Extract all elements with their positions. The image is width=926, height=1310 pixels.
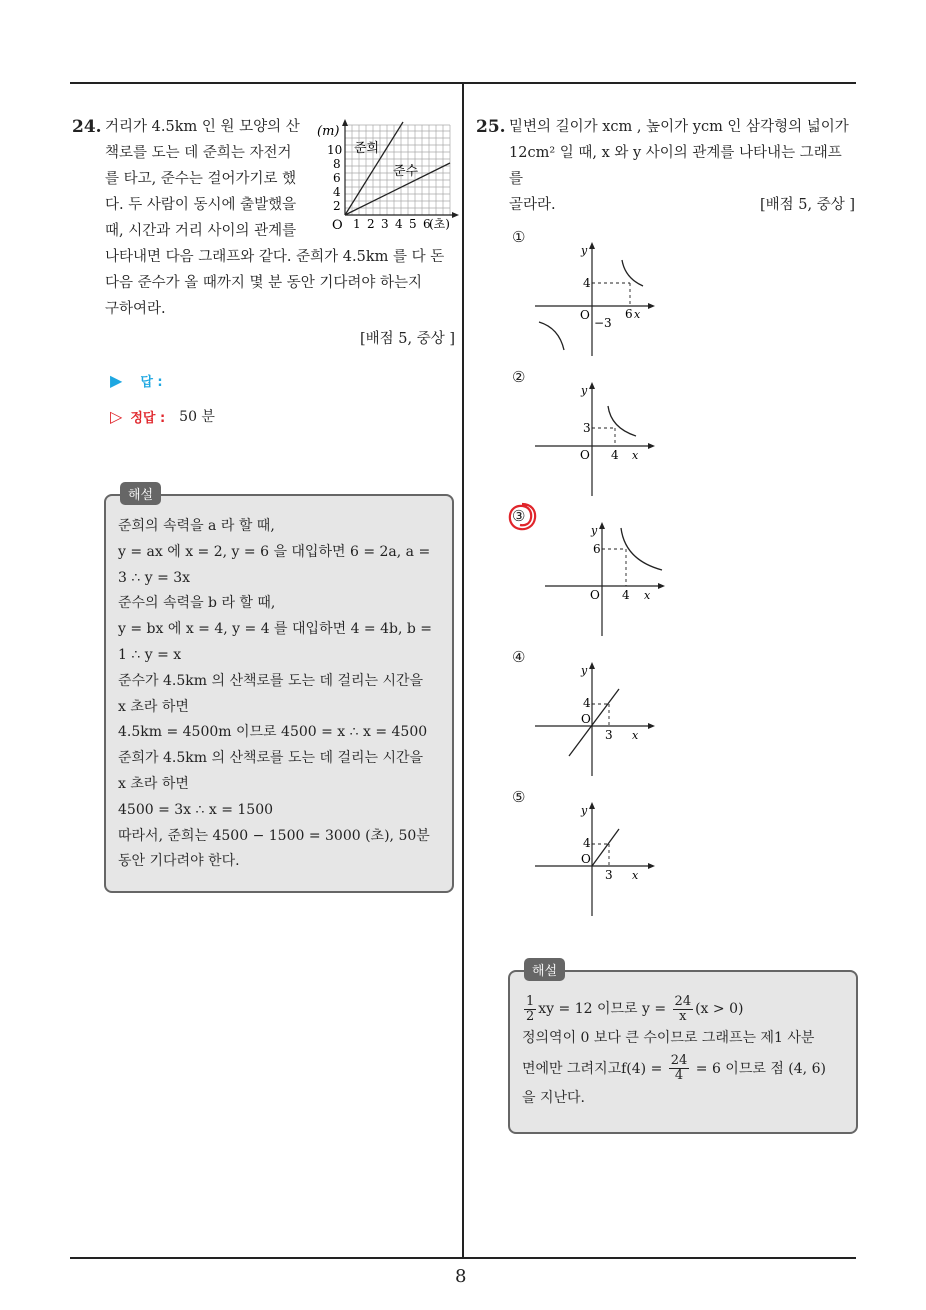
solution-tag: 해설: [120, 482, 161, 505]
fraction: $\frac{24}{x}$: [674, 993, 692, 1024]
fraction: $\frac{1}{2}$: [526, 993, 535, 1024]
q24-line: 책로를 도는 데 준희는 자전거: [105, 145, 292, 161]
choice-4-number[interactable]: ④: [512, 648, 526, 666]
solution-line: 1 ∴ y = x: [118, 646, 182, 663]
solution-line: y = ax 에 x = 2, y = 6 을 대입하면 6 = 2a, a =: [118, 543, 431, 560]
q24-line: 다음 준수가 올 때까지 몇 분 동안 기다려야 하는지: [105, 275, 423, 291]
y-axis-label: y: [581, 244, 588, 257]
q24-line: 다. 두 사람이 동시에 출발했을: [105, 197, 297, 213]
q24-y-tick: 2: [333, 199, 341, 213]
choice-5-number[interactable]: ⑤: [512, 788, 526, 806]
page-number: 8: [455, 1266, 467, 1287]
solution-line: 면에만 그려지고f(4) = $\frac{24}{4}$ = 6 이므로 점 (4, 6): [522, 1053, 826, 1084]
solution-line: 준희의 속력을 a 라 할 때,: [118, 518, 275, 534]
correct-value: 50 분: [179, 409, 215, 425]
solution-line: $\frac{1}{2}$ xy = 12 이므로 y = $\frac{24}{x}$ (x > 0): [526, 993, 744, 1024]
solution-line: 을 지난다.: [522, 1089, 585, 1106]
y-axis-label: y: [591, 524, 598, 537]
column-divider: [462, 82, 464, 1258]
choice-1-number[interactable]: ①: [512, 228, 526, 246]
tick-label: 3: [583, 421, 591, 435]
choice-2-number[interactable]: ②: [512, 368, 526, 386]
q25-line: 12cm² 일 때, x 와 y 사이의 관계를 나타내는 그래프를: [509, 145, 842, 187]
y-axis-label: y: [581, 804, 588, 817]
q24-line: 구하여라.: [105, 301, 166, 317]
q24-origin: O: [332, 218, 343, 233]
q24-line: 때, 시간과 거리 사이의 관계를: [105, 223, 297, 239]
tick-label: 4: [611, 448, 619, 462]
x-axis-label: x: [632, 729, 639, 742]
tick-label: 6: [625, 307, 633, 321]
solution-line: 준수가 4.5km 의 산책로를 도는 데 걸리는 시간을: [118, 672, 424, 689]
origin-label: O: [580, 448, 590, 462]
origin-label: O: [590, 588, 600, 602]
solution-tag: 해설: [524, 958, 565, 981]
q24-solution-box: [104, 488, 454, 893]
q24-x-unit: (초): [429, 217, 450, 231]
x-axis-label: x: [644, 589, 651, 602]
tick-label: 3: [605, 728, 613, 742]
origin-label: O: [581, 852, 591, 866]
x-axis-label: x: [634, 308, 641, 321]
answer-label: 답 :: [140, 375, 163, 390]
answer-arrow-icon: ▶: [110, 371, 123, 390]
choice-2-graph: [535, 380, 665, 500]
q25-score: [배점 5, 중상 ]: [759, 197, 855, 213]
q24-y-tick: 10: [327, 143, 343, 157]
solution-line: 4500 = 3x ∴ x = 1500: [118, 801, 274, 818]
q24-line: 거리가 4.5km 인 원 모양의 산: [105, 119, 300, 135]
q24-y-unit: (m): [317, 124, 340, 139]
y-axis-label: y: [581, 384, 588, 397]
tick-label: 6: [593, 542, 601, 556]
q24-x-tick: 2: [367, 217, 375, 231]
q24-line: 를 타고, 준수는 걸어가기로 했: [105, 171, 297, 187]
x-axis-label: x: [632, 869, 639, 882]
solution-line: x 초라 하면: [118, 698, 189, 715]
solution-line: 3 ∴ y = 3x: [118, 569, 191, 586]
choice-5-graph: [535, 800, 665, 920]
origin-label: O: [581, 712, 591, 726]
q25-line: 골라라.: [509, 197, 556, 213]
solution-line: x 초라 하면: [118, 775, 189, 792]
fraction: $\frac{24}{4}$: [670, 1053, 688, 1084]
choice-3-graph: [545, 520, 675, 640]
solution-line: 4.5km = 4500m 이므로 4500 = x ∴ x = 4500: [118, 724, 428, 741]
x-axis-label: x: [632, 449, 639, 462]
q24-y-tick: 4: [333, 185, 341, 199]
choice-4-graph: [535, 660, 665, 780]
tick-label: 4: [583, 276, 591, 290]
q24-x-tick: 5: [409, 217, 417, 231]
q24-y-tick: 8: [333, 157, 341, 171]
origin-label: O: [580, 308, 590, 322]
q25-number: 25.: [476, 117, 506, 137]
tick-label: 4: [583, 696, 591, 710]
bottom-rule: [70, 1257, 856, 1259]
q24-line: 나타내면 다음 그래프와 같다. 준희가 4.5km 를 다 돈: [105, 249, 445, 265]
tick-label: 4: [622, 588, 630, 602]
q25-solution-box: [508, 964, 858, 1134]
q25-text: [509, 114, 855, 218]
tick-label: −3: [594, 316, 612, 330]
solution-line: 준희가 4.5km 의 산책로를 도는 데 걸리는 시간을: [118, 750, 424, 767]
correct-label: 정답 :: [130, 410, 166, 426]
tick-label: 3: [605, 868, 613, 882]
tick-label: 4: [583, 836, 591, 850]
q24-label-junsu: 준수: [393, 164, 419, 179]
q24-label-junhui: 준희: [354, 141, 380, 156]
q24-x-tick: 1: [353, 217, 361, 231]
q25-line: 밑변의 길이가 xcm , 높이가 ycm 인 삼각형의 넓이가: [509, 119, 849, 135]
q24-graph: [313, 117, 463, 237]
q24-score: [배점 5, 중상 ]: [359, 331, 455, 347]
choice-1-graph: [535, 240, 665, 360]
solution-line: 준수의 속력을 b 라 할 때,: [118, 595, 276, 612]
q24-y-tick: 6: [333, 171, 341, 185]
q24-x-tick: 4: [395, 217, 403, 231]
solution-line: 따라서, 준희는 4500 − 1500 = 3000 (초), 50분: [118, 827, 430, 844]
correct-arrow-icon: ▷: [110, 406, 123, 426]
q24-answer-row: [110, 371, 163, 390]
selected-mark-icon: [505, 500, 539, 534]
q24-correct-row: [110, 406, 215, 426]
q24-number: 24.: [72, 117, 102, 137]
solution-line: 정의역이 0 보다 큰 수이므로 그래프는 제1 사분: [522, 1030, 815, 1046]
solution-line: 동안 기다려야 한다.: [118, 853, 240, 870]
choice-3-number[interactable]: ③: [512, 507, 526, 525]
q24-x-tick: 3: [381, 217, 389, 231]
solution-line: y = bx 에 x = 4, y = 4 를 대입하면 4 = 4b, b =: [118, 621, 433, 638]
q24-x-tick: 6: [423, 217, 431, 231]
y-axis-label: y: [581, 664, 588, 677]
